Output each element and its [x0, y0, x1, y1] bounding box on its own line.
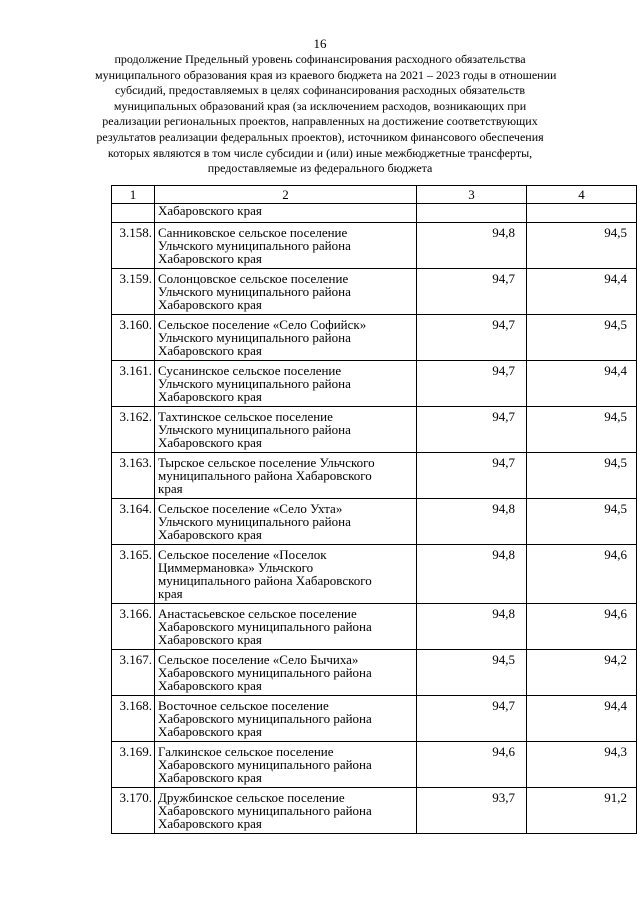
row-name-cell [155, 407, 417, 453]
table-row [112, 407, 637, 453]
table-header-row [112, 186, 637, 204]
row-number-cell: 3.162. [112, 407, 155, 453]
value-cell-col3: 94,6 [417, 742, 527, 788]
name-line: Хабаровского края [158, 297, 262, 312]
table-row [112, 604, 637, 650]
value-cell-col3: 94,7 [417, 361, 527, 407]
table-row [112, 453, 637, 499]
name-line: Хабаровского муниципального района [158, 757, 372, 772]
name-line: Хабаровского муниципального района [158, 619, 372, 634]
name-line: Восточное сельское поселение [158, 698, 329, 713]
column-header: 1 [112, 186, 155, 204]
value-cell-col4: 94,6 [527, 545, 637, 604]
name-line: Сусанинское сельское поселение [158, 363, 342, 378]
name-line: Хабаровского края [158, 816, 262, 831]
row-number-cell: 3.159. [112, 269, 155, 315]
row-name-cell [155, 696, 417, 742]
value-cell-col3: 94,7 [417, 315, 527, 361]
value-cell-col3: 94,5 [417, 650, 527, 696]
value-cell-col4: 94,4 [527, 269, 637, 315]
name-line: Хабаровского края [158, 632, 262, 647]
row-number-cell: 3.169. [112, 742, 155, 788]
heading-line: результатов реализации федеральных проектов), источником финансового обеспечения [96, 129, 544, 144]
row-number-cell: 3.161. [112, 361, 155, 407]
name-line: Ульчского муниципального района [158, 238, 351, 253]
name-line: Сельское поселение «Село Ухта» [158, 501, 343, 516]
value-cell-col3: 93,7 [417, 788, 527, 834]
row-number-cell: 3.170. [112, 788, 155, 834]
heading-line: предоставляемые из федерального бюджета [207, 161, 433, 176]
name-line: муниципального района Хабаровского [158, 468, 372, 483]
heading-line: субсидий, предоставляемых в целях софинансирования расходных обязательств [114, 83, 526, 98]
table-row [112, 545, 637, 604]
row-name-cell [155, 361, 417, 407]
continuation-row [112, 204, 637, 223]
table-row [112, 742, 637, 788]
value-cell-col3: 94,8 [417, 223, 527, 269]
row-name-cell [155, 545, 417, 604]
name-line: Галкинское сельское поселение [158, 744, 334, 759]
table-row [112, 315, 637, 361]
name-line: Хабаровского края [158, 203, 262, 218]
table-row [112, 650, 637, 696]
row-name-cell [155, 499, 417, 545]
name-line: Хабаровского края [158, 251, 262, 266]
row-name-cell [155, 604, 417, 650]
name-line: Хабаровского края [158, 389, 262, 404]
value-cell-col3: 94,7 [417, 407, 527, 453]
row-name-cell [155, 453, 417, 499]
name-line: края [158, 481, 183, 496]
name-line: Циммермановка» Ульчского [158, 560, 314, 575]
heading-line: продолжение Предельный уровень софинансирования расходного обязательства [114, 52, 526, 66]
name-line: Ульчского муниципального района [158, 376, 351, 391]
page-number: 16 [313, 36, 327, 51]
value-cell-col3: 94,7 [417, 269, 527, 315]
name-line: Хабаровского муниципального района [158, 803, 372, 818]
value-cell-col4: 94,5 [527, 407, 637, 453]
row-name-cell [155, 650, 417, 696]
row-number-cell: 3.163. [112, 453, 155, 499]
name-line: муниципального района Хабаровского [158, 573, 372, 588]
name-line: Анастасьевское сельское поселение [158, 606, 357, 621]
row-number-cell: 3.165. [112, 545, 155, 604]
value-cell-col3: 94,7 [417, 696, 527, 742]
row-number-cell: 3.167. [112, 650, 155, 696]
table-row [112, 223, 637, 269]
name-line: Ульчского муниципального района [158, 284, 351, 299]
value-cell-col4: 94,5 [527, 315, 637, 361]
heading-line: реализации региональных проектов, направленных на достижение соответствующих [102, 114, 538, 129]
value-cell-col4: 94,4 [527, 696, 637, 742]
column-header: 4 [527, 186, 637, 204]
name-line: Хабаровского края [158, 527, 262, 542]
name-line: Ульчского муниципального района [158, 330, 351, 345]
name-line: Сельское поселение «Село Софийск» [158, 317, 367, 332]
name-line: Тахтинское сельское поселение [158, 409, 333, 424]
value-cell-col3: 94,8 [417, 499, 527, 545]
row-name-cell [155, 223, 417, 269]
document-heading [95, 52, 557, 177]
name-line: Хабаровского края [158, 435, 262, 450]
value-cell-col4: 91,2 [527, 788, 637, 834]
name-line: Хабаровского муниципального района [158, 665, 372, 680]
table-row [112, 269, 637, 315]
table-row [112, 499, 637, 545]
row-number-cell: 3.164. [112, 499, 155, 545]
table-row [112, 696, 637, 742]
value-cell-col3: 94,7 [417, 453, 527, 499]
row-name-cell [155, 204, 417, 223]
row-name-cell [155, 315, 417, 361]
name-line: Сельское поселение «Поселок [158, 547, 327, 562]
row-name-cell [155, 269, 417, 315]
value-cell [417, 204, 527, 223]
value-cell-col3: 94,8 [417, 604, 527, 650]
name-line: Хабаровского края [158, 343, 262, 358]
row-number-cell: 3.166. [112, 604, 155, 650]
name-line: Хабаровского края [158, 724, 262, 739]
name-line: Солонцовское сельское поселение [158, 271, 349, 286]
heading-line: муниципальных образований края (за исключением расходов, возникающих при [113, 98, 527, 113]
name-line: Хабаровского края [158, 770, 262, 785]
value-cell-col4: 94,5 [527, 499, 637, 545]
column-header: 3 [417, 186, 527, 204]
name-line: Хабаровского края [158, 678, 262, 693]
row-number-cell: 3.168. [112, 696, 155, 742]
heading-line: которых являются в том числе субсидии и (или) иные межбюджетные трансферты, [107, 145, 533, 160]
value-cell-col4: 94,5 [527, 223, 637, 269]
name-line: Ульчского муниципального района [158, 422, 351, 437]
value-cell-col4: 94,6 [527, 604, 637, 650]
value-cell-col4: 94,2 [527, 650, 637, 696]
value-cell-col4: 94,3 [527, 742, 637, 788]
name-line: Дружбинское сельское поселение [158, 790, 345, 805]
value-cell-col4: 94,4 [527, 361, 637, 407]
name-line: Санниковское сельское поселение [158, 225, 348, 240]
data-table [111, 185, 637, 834]
row-number-cell [112, 204, 155, 223]
value-cell [527, 204, 637, 223]
name-line: края [158, 586, 183, 601]
row-number-cell: 3.158. [112, 223, 155, 269]
name-line: Сельское поселение «Село Бычиха» [158, 652, 359, 667]
table-row [112, 788, 637, 834]
value-cell-col3: 94,8 [417, 545, 527, 604]
value-cell-col4: 94,5 [527, 453, 637, 499]
name-line: Ульчского муниципального района [158, 514, 351, 529]
row-name-cell [155, 742, 417, 788]
name-line: Хабаровского муниципального района [158, 711, 372, 726]
heading-line: муниципального образования края из краевого бюджета на 2021 – 2023 годы в отношении [95, 67, 557, 82]
row-number-cell: 3.160. [112, 315, 155, 361]
row-name-cell [155, 788, 417, 834]
column-header: 2 [155, 186, 417, 204]
name-line: Тырское сельское поселение Ульчского [158, 455, 375, 470]
table-row [112, 361, 637, 407]
